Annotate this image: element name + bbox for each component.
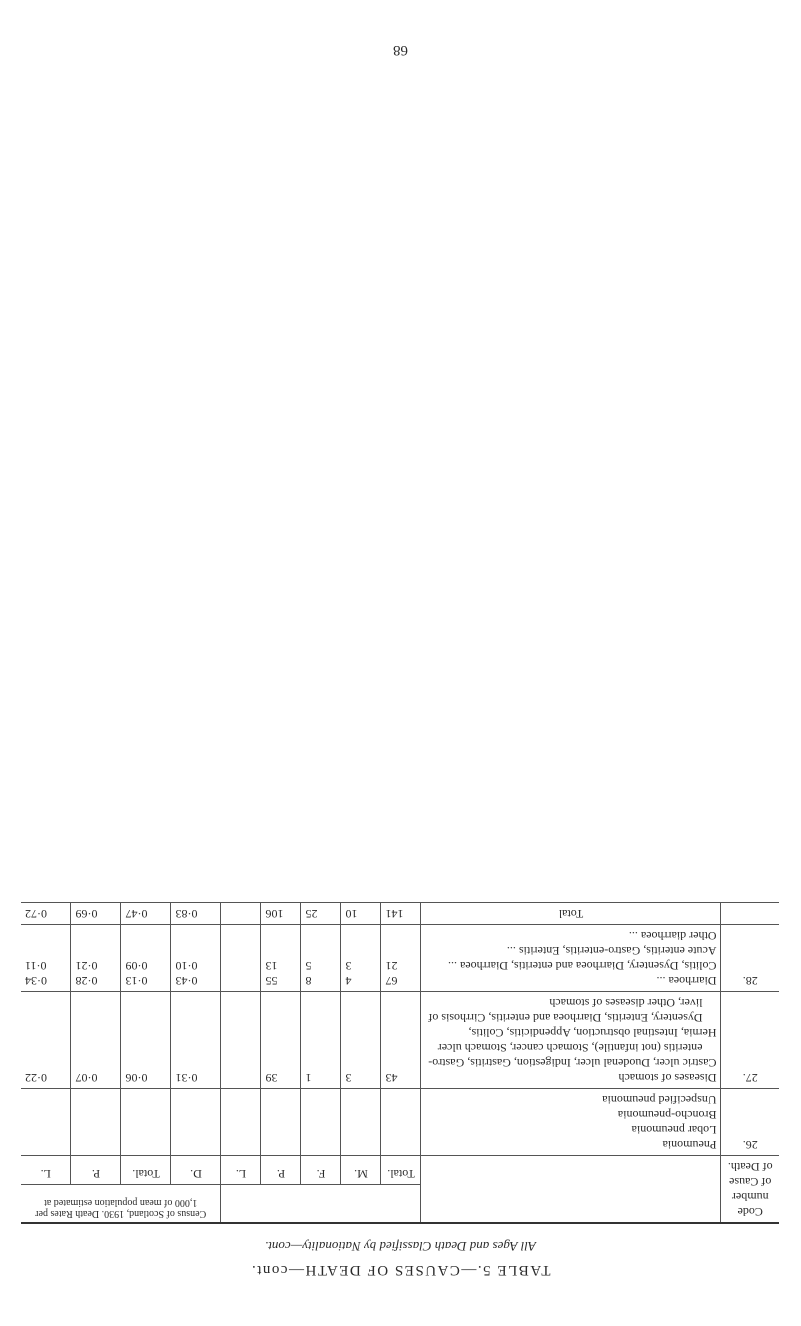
- cell-value: 0·47: [121, 903, 171, 925]
- column-deaths-group: [221, 1184, 421, 1223]
- cell-value: [221, 992, 261, 1089]
- cause-label: Pneumonia: [662, 1138, 717, 1152]
- cell-value: 1: [301, 992, 341, 1089]
- cell-value: 3: [341, 992, 381, 1089]
- cell-value: 0·72: [21, 903, 71, 925]
- sub-cause: Broncho-pneumonia: [617, 1108, 717, 1122]
- cell-value: 67 21: [381, 925, 421, 992]
- sub-cause: Castric ulcer, Duodenal ulcer, Indigestion, Gastritis, Gastro-enteritis (not infantile), Stomach cancer, Stomach ulcer: [428, 1041, 717, 1070]
- row-cause: [421, 992, 721, 1089]
- table-row: [21, 992, 779, 1089]
- cell-value: 0·34 0·11: [21, 925, 71, 992]
- column-f: F.: [301, 1156, 341, 1185]
- cell-value: 39: [261, 992, 301, 1089]
- sub-cause: Acute enteritis, Gastro-enteritis, Enteritis ...: [506, 944, 717, 958]
- table-row: [21, 925, 779, 992]
- cell-value: 0·31: [171, 992, 221, 1089]
- cause-label: Diarrhoea ...: [656, 974, 717, 988]
- column-l: L.: [221, 1156, 261, 1185]
- cell-value: 4 3: [341, 925, 381, 992]
- page-subtitle: All Ages and Death Classified by Nationality—cont.: [265, 1239, 536, 1254]
- cell-value: [221, 925, 261, 992]
- row-code: 26.: [721, 1089, 779, 1156]
- sub-cause: Hernia, Intestinal obstruction, Appendicitis, Colitis, Dysentery, Enteritis, Diarrhoea and enteritis, Cirrhosis of liver, Other diseases of stomach: [428, 996, 717, 1040]
- causes-table: [21, 902, 779, 1224]
- row-cause: [421, 1089, 721, 1156]
- cell-value: 0·07: [71, 992, 121, 1089]
- cell-value: 0·06: [121, 992, 171, 1089]
- column-total2: Total.: [121, 1156, 171, 1185]
- sub-cause: Lobar pneumonia: [631, 1123, 717, 1137]
- row-cause: [421, 925, 721, 992]
- column-p: P.: [261, 1156, 301, 1185]
- cell-value: 0·13 0·09: [121, 925, 171, 992]
- cell-value: 0·43 0·10: [171, 925, 221, 992]
- row-cause: Total: [421, 903, 721, 925]
- table-row-total: [21, 903, 779, 925]
- sub-cause: Unspecified pneumonia: [602, 1093, 717, 1107]
- cell-value: [221, 903, 261, 925]
- column-p2: P.: [71, 1156, 121, 1185]
- cell-value: 141: [381, 903, 421, 925]
- table-row: [21, 1089, 779, 1156]
- column-code: Code number of Cause of Death.: [721, 1156, 779, 1224]
- row-code: 28.: [721, 925, 779, 992]
- column-census-note: Census of Scotland, 1930. Death Rates per 1,000 of mean population estimated at: [21, 1184, 221, 1223]
- column-cause: [421, 1156, 721, 1224]
- cell-value: 8 5: [301, 925, 341, 992]
- cell-value: 106: [261, 903, 301, 925]
- column-m: M.: [341, 1156, 381, 1185]
- sub-cause: Colitis, Dysentery, Diarrhoea and enteritis, Diarrhoea ...: [448, 959, 717, 973]
- cell-value: 0·28 0·21: [71, 925, 121, 992]
- cell-value: 0·69: [71, 903, 121, 925]
- cell-value: 0·83: [171, 903, 221, 925]
- cell-value: 0·22: [21, 992, 71, 1089]
- row-code: 27.: [721, 992, 779, 1089]
- cause-label: Diseases of stomach: [618, 1071, 717, 1085]
- cell-value: 43: [381, 992, 421, 1089]
- column-d: D.: [171, 1156, 221, 1185]
- cell-value: 10: [341, 903, 381, 925]
- column-l2: L.: [21, 1156, 71, 1185]
- cell-value: 25: [301, 903, 341, 925]
- page-number: 68: [393, 42, 408, 58]
- sub-cause: Other diarrhoea ...: [628, 929, 717, 943]
- cell-value: 55 13: [261, 925, 301, 992]
- page-title: TABLE 5.—CAUSES OF DEATH—cont.: [250, 1262, 551, 1278]
- column-total: Total.: [381, 1156, 421, 1185]
